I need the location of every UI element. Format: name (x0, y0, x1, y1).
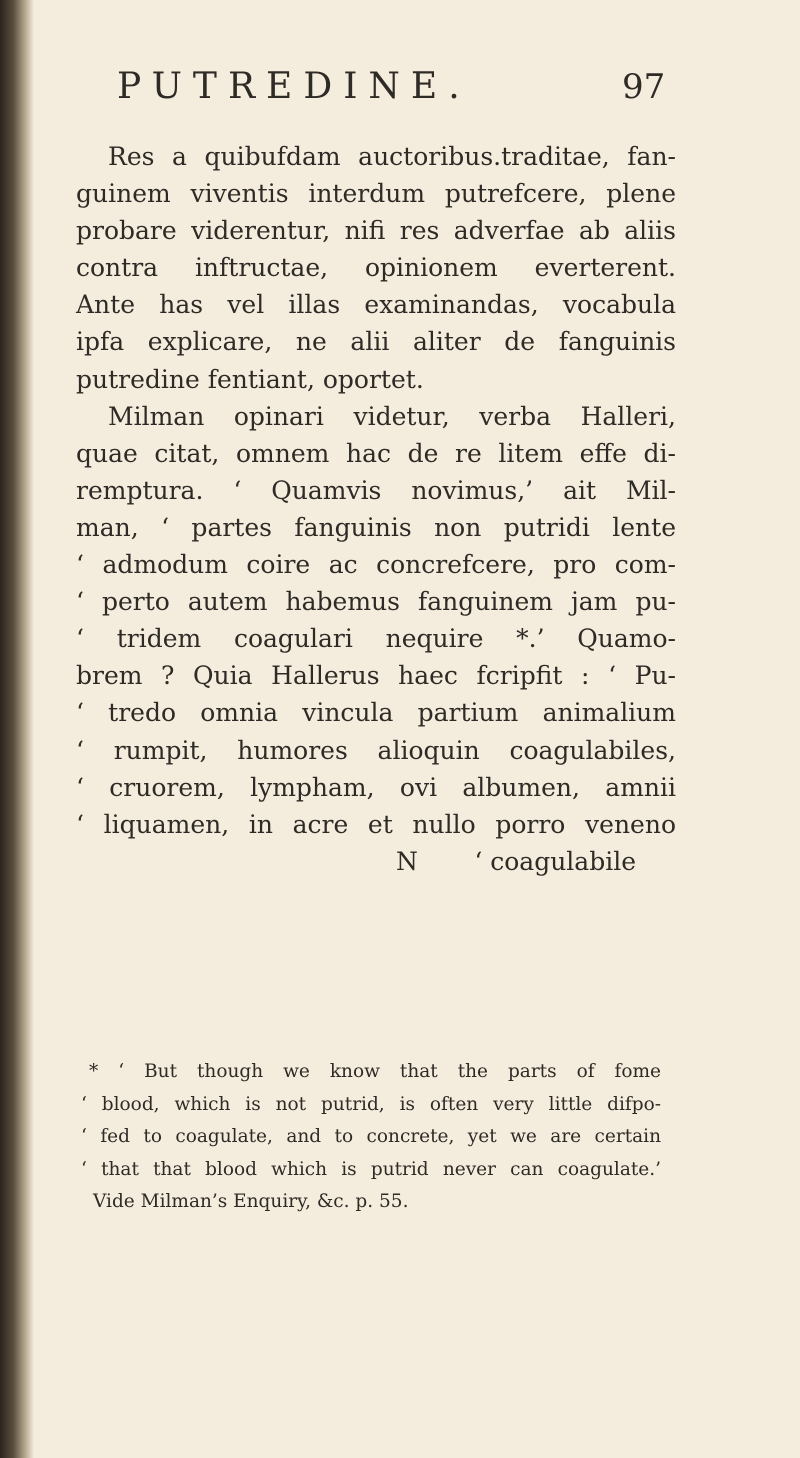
catchword: ‘ coagulabile (474, 846, 636, 876)
main-text (76, 138, 676, 880)
page-number: 97 (622, 67, 666, 107)
text-line: ‘ perto autem habemus fanguinem jam pu- (76, 587, 676, 617)
text-line: man, ‘ partes fanguinis non putridi lente (76, 512, 676, 542)
footnote-reference: Vide Milman’s Enquiry, &c. p. 55. (93, 1191, 409, 1212)
footnote-line: ‘ fed to coagulate, and to concrete, yet we are certain (81, 1126, 661, 1147)
page-header (0, 62, 800, 112)
text-line: Ante has vel illas examinandas, vocabula (76, 290, 676, 320)
text-line: Milman opinari videtur, verba Halleri, (108, 401, 676, 431)
running-title: PUTREDINE. (117, 66, 471, 107)
text-line: ‘ tridem coagulari nequire *.’ Quamo- (76, 624, 676, 654)
signature-catchword-line (76, 843, 676, 880)
text-line: quae citat, omnem hac de re litem effe di- (76, 438, 676, 468)
text-line: ‘ rumpit, humores alioquin coagulabiles, (76, 735, 676, 765)
text-line: ‘ liquamen, in acre et nullo porro veneno (76, 809, 676, 839)
text-line: contra inftructae, opinionem everterent. (76, 253, 676, 283)
text-line: guinem viventis interdum putrefcere, plene (76, 179, 676, 209)
text-line: ‘ admodum coire ac concrefcere, pro com- (76, 550, 676, 580)
text-line: remptura. ‘ Quamvis novimus,’ ait Mil- (76, 475, 676, 505)
text-line: probare viderentur, nifi res adverfae ab aliis (76, 216, 676, 246)
signature-mark: N (396, 846, 418, 876)
text-line: putredine fentiant, oportet. (76, 364, 424, 394)
text-line: ‘ tredo omnia vincula partium animalium (76, 698, 676, 728)
footnote (81, 1056, 661, 1219)
footnote-line: ‘ blood, which is not putrid, is often very little difpo- (81, 1093, 661, 1115)
text-line: ipfa explicare, ne alii aliter de fanguinis (76, 327, 676, 357)
text-line: Res a quibufdam auctoribus.traditae, fan- (108, 142, 676, 171)
footnote-line: * ‘ But though we know that the parts of fome (89, 1061, 661, 1082)
text-line: ‘ cruorem, lympham, ovi albumen, amnii (76, 772, 676, 802)
footnote-line: ‘ that that blood which is putrid never can coagulate.’ (81, 1158, 661, 1180)
text-line: brem ? Quia Hallerus haec fcripfit : ‘ Pu- (76, 661, 676, 691)
